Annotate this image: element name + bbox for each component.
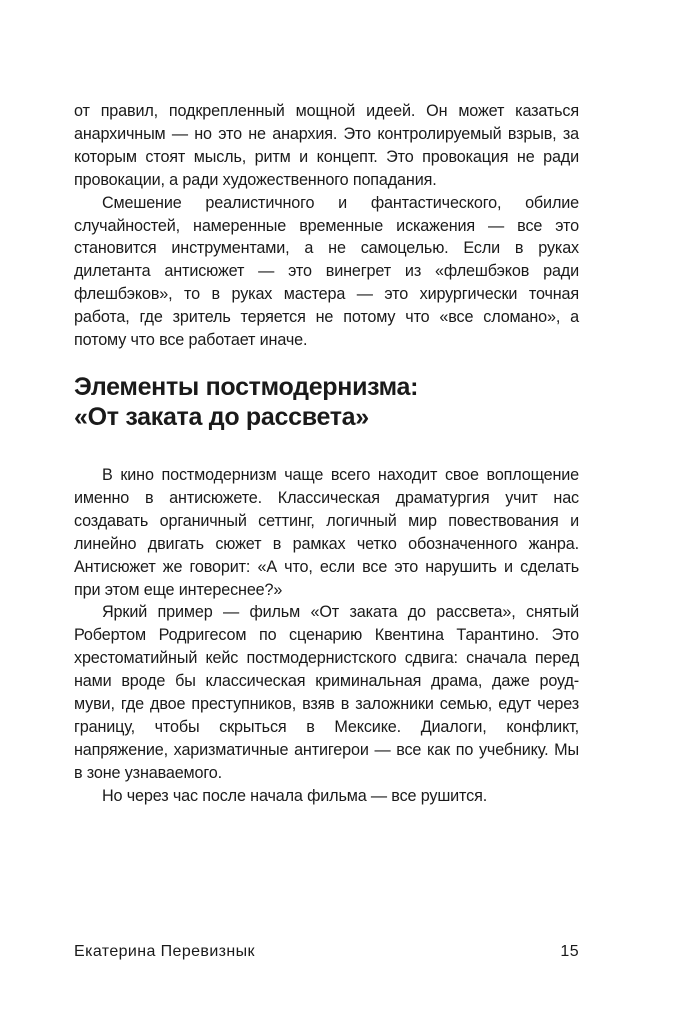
body-paragraph: Но через час после начала фильма — все рушится. <box>102 786 488 805</box>
running-footer-author: Екатерина Перевизнык <box>74 943 255 960</box>
section-heading <box>74 372 579 432</box>
spacer <box>74 432 579 464</box>
section-heading-line: «От заката до рассвета» <box>74 402 369 431</box>
section-heading-line: Элементы постмодернизма: <box>74 372 419 401</box>
page-number: 15 <box>560 943 579 960</box>
page-body <box>74 100 579 808</box>
body-paragraph: от правил, подкрепленный мощной идеей. Он может казаться анархичным — но это не анархия. Это контролируемый взрыв, за которым стоят мысль, ритм и концепт. Это провокация не ради провокации, а ради художественного попадания. <box>74 102 579 189</box>
page-footer <box>74 942 579 962</box>
body-paragraph: Смешение реалистичного и фантастического, обилие случайностей, намеренные временные искажения — все это становится инструментами, а не самоцелью. Если в руках дилетанта антисюжет — это винегрет из «флешбэков ради флешбэков», то в руках мастера — это хирургически точная работа, где зритель теряется не потому что «все сломано», а потому что все работает иначе. <box>74 193 579 350</box>
body-paragraph: В кино постмодернизм чаще всего находит свое воплощение именно в антисюжете. Классическая драматургия учит нас создавать органичный сеттинг, логичный мир повествования и линейно двигать сюжет в рамках четко обозначенного жанра. Антисюжет же говорит: «А что, если все это нарушить и сделать при этом еще интереснее?» <box>74 465 579 599</box>
body-paragraph: Яркий пример — фильм «От заката до рассвета», снятый Робертом Родригесом по сценарию Квентина Тарантино. Это хрестоматийный кейс постмодернистского сдвига: сначала перед нами вроде бы классическая криминальная драма, даже роуд-муви, где двое преступников, взяв в заложники семью, едут через границу, чтобы скрыться в Мексике. Диалоги, конфликт, напряжение, харизматичные антигерои — все как по учебнику. Мы в зоне узнаваемого. <box>74 603 579 782</box>
